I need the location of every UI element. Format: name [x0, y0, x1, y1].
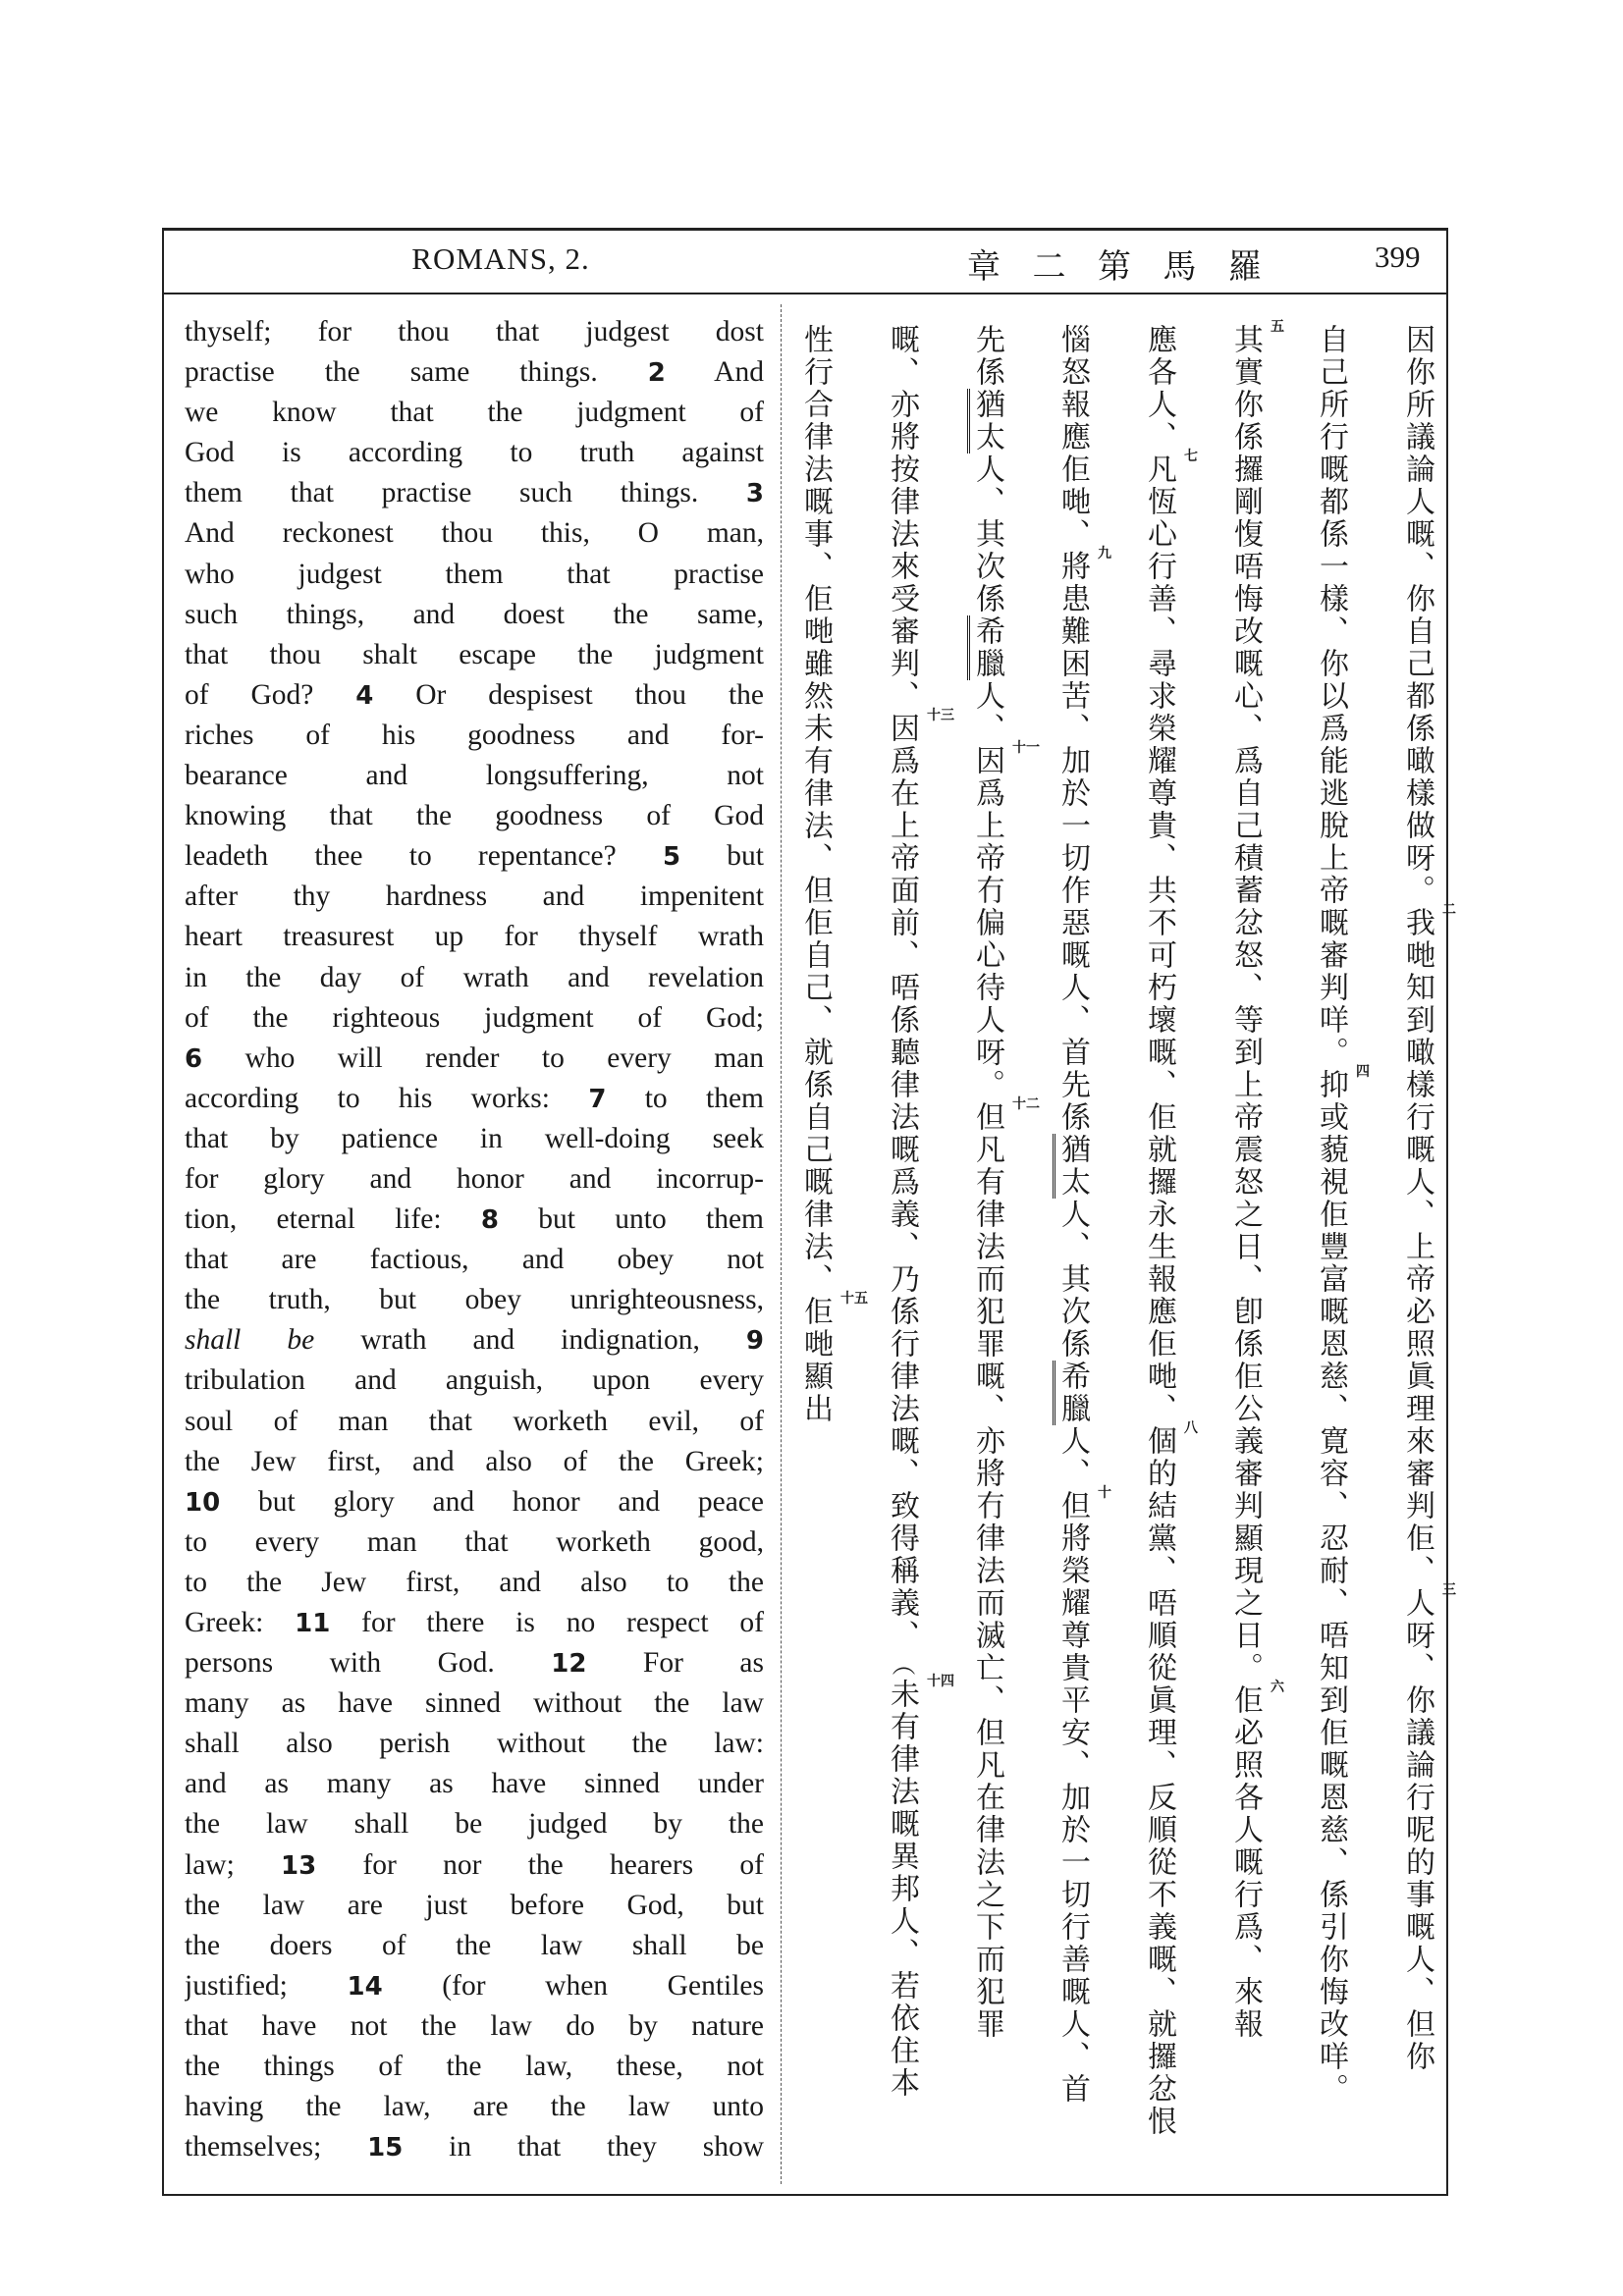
verse-number-marker: 十	[1098, 1485, 1111, 1501]
text-segment: after thy hardness and impenitent	[185, 881, 764, 913]
column-divider	[781, 304, 782, 2184]
verse-number-marker: 十二	[1012, 1096, 1040, 1112]
verse-number-marker: 十三	[927, 708, 954, 723]
text-segment: the law are just before God, but	[185, 1889, 764, 1921]
text-segment: the law shall be judged by the	[185, 1808, 764, 1841]
english-text-line	[185, 555, 764, 595]
english-text-line	[185, 1159, 764, 1200]
text-segment: Or despisest thou the	[373, 678, 764, 711]
english-text-line	[185, 473, 764, 513]
text-segment: but	[680, 840, 764, 873]
italic-text: shall be	[185, 1324, 315, 1357]
english-text-line	[185, 1119, 764, 1159]
english-text-line	[185, 675, 764, 716]
text-segment: according to his works:	[185, 1082, 589, 1114]
verse-number: 10	[185, 1487, 221, 1518]
english-text-line	[185, 635, 764, 675]
chinese-text-run: 嘅、亦將按律法來受審判、	[885, 324, 919, 713]
text-segment: the Jew first, and also of the Greek;	[185, 1445, 764, 1477]
english-text-line	[185, 1724, 764, 1764]
english-text-line	[185, 1683, 764, 1724]
text-segment: themselves;	[185, 2131, 368, 2163]
chinese-text-run: 凡恆心行善、尋求榮耀尊貴、共不可朽壞嘅、佢就攞永生報應佢哋、	[1142, 454, 1176, 1425]
text-segment: to them	[606, 1082, 764, 1114]
chinese-text-run: 抑或藐視佢豐富嘅恩慈、寛容、忍耐、唔知到佢嘅恩慈、係引你悔改咩。	[1314, 1069, 1348, 2106]
verse-number-marker: 九	[1098, 546, 1111, 561]
text-segment: having the law, are the law unto	[185, 2091, 764, 2123]
running-head-char: 二	[1032, 247, 1066, 287]
verse-number: 13	[281, 1850, 317, 1881]
verse-number: 4	[355, 680, 374, 711]
english-text-column	[185, 312, 764, 2167]
text-segment: tion, eternal life:	[185, 1203, 481, 1236]
english-text-line	[185, 433, 764, 473]
text-segment: For as	[586, 1647, 764, 1680]
text-segment: of God?	[185, 678, 356, 711]
text-segment: that have not the law do by nature	[185, 2009, 764, 2042]
verse-number-marker: 三	[1442, 1582, 1456, 1598]
running-head-char: 第	[1098, 247, 1131, 287]
chinese-text-run: 自己所行嘅都係一樣、你以爲能逃脫上帝嘅審判咩。	[1314, 324, 1348, 1069]
text-segment: leadeth thee to repentance?	[185, 840, 663, 873]
verse-number: 15	[367, 2133, 404, 2163]
verse-number-marker: 六	[1271, 1680, 1284, 1695]
verse-number: 5	[662, 842, 681, 873]
english-text-line	[185, 312, 764, 352]
english-text-line	[185, 513, 764, 554]
english-text-line	[185, 2006, 764, 2047]
verse-number-marker: 十一	[1012, 740, 1040, 756]
chinese-text-run: 因爲上帝冇偏心待人呀。	[970, 745, 1004, 1101]
text-segment: And reckonest thou this, O man,	[185, 517, 764, 550]
text-segment: to the Jew first, and also to the	[185, 1566, 764, 1598]
running-head-english: ROMANS, 2.	[411, 241, 590, 276]
text-segment: soul of man that worketh evil, of	[185, 1405, 764, 1437]
english-text-line	[185, 595, 764, 635]
text-segment: tribulation and anguish, upon every	[185, 1364, 764, 1397]
english-text-line	[185, 1280, 764, 1320]
running-head-char: 馬	[1163, 247, 1197, 287]
proper-name: 猶太	[1053, 1134, 1090, 1199]
verse-number-marker: 十四	[927, 1674, 954, 1689]
text-segment: knowing that the goodness of God	[185, 800, 764, 832]
text-segment: them that practise such things.	[185, 477, 746, 509]
verse-number-marker: 五	[1271, 319, 1284, 335]
text-segment: but unto them	[498, 1203, 764, 1236]
chinese-text-run: 我哋知到噉樣行嘅人、上帝必照眞理來審判佢、	[1400, 907, 1434, 1587]
english-text-line	[185, 917, 764, 957]
chinese-text-run: 佢哋顯出	[798, 1296, 833, 1425]
english-text-line	[185, 393, 764, 433]
text-segment: wrath and indignation,	[314, 1324, 746, 1357]
proper-name: 猶太	[967, 389, 1004, 454]
verse-number-marker: 十五	[840, 1291, 868, 1307]
chinese-vertical-column	[1225, 319, 1284, 2179]
chinese-text-run: 個的結黨、唔順從眞理、反順從不義嘅、就攞忿恨	[1142, 1425, 1176, 2138]
chinese-text-run: 人、	[970, 680, 1004, 745]
text-segment: shall also perish without the law:	[185, 1728, 764, 1760]
english-text-line	[185, 716, 764, 756]
chinese-text-run: 因爲在上帝面前、唔係聽律法嘅爲義、乃係行律法嘅、致得稱義、	[885, 713, 919, 1652]
chinese-text-run: 將患難困苦、加於一切作惡嘅人、首先係	[1055, 551, 1090, 1134]
open-parenthesis: ︵	[888, 1652, 915, 1679]
english-text-line	[185, 1240, 764, 1280]
chinese-vertical-column	[967, 324, 1040, 2179]
running-head-char: 羅	[1228, 247, 1262, 287]
text-segment: (for when Gentiles	[382, 1969, 764, 2002]
english-text-line	[185, 1966, 764, 2006]
text-segment: justified;	[185, 1969, 348, 2002]
chinese-text-run: 未有律法嘅異邦人、若依住本	[885, 1679, 919, 2100]
text-segment: of the righteous judgment of God;	[185, 1001, 764, 1034]
verse-number-marker: 四	[1356, 1064, 1370, 1080]
text-segment: bearance and longsuffering, not	[185, 760, 764, 792]
text-segment: but glory and honor and peace	[220, 1485, 764, 1518]
chinese-text-run: 其實你係攞剛愎唔悔改嘅心、爲自己積蓄忿怒、等到上帝震怒之日、卽係佢公義審判顯現之日。	[1228, 324, 1263, 1684]
verse-number: 14	[347, 1971, 383, 2002]
text-segment: and as many as have sinned under	[185, 1768, 764, 1800]
english-text-line	[185, 1563, 764, 1603]
text-segment: who will render to every man	[202, 1041, 764, 1074]
text-segment: the things of the law, these, not	[185, 2051, 764, 2083]
text-segment: who judgest them that practise	[185, 558, 764, 590]
text-segment: God is according to truth against	[185, 437, 764, 469]
text-segment: And	[665, 356, 764, 389]
verse-number: 11	[295, 1609, 331, 1638]
proper-name: 希臘	[967, 615, 1004, 680]
text-segment: practise the same things.	[185, 356, 648, 389]
chinese-text-run: 人、其次係	[1055, 1199, 1090, 1361]
text-segment: law;	[185, 1848, 282, 1881]
english-text-line	[185, 836, 764, 877]
text-segment: for nor the hearers of	[316, 1848, 764, 1881]
text-segment: the truth, but obey unrighteousness,	[185, 1284, 764, 1316]
english-text-line	[185, 1603, 764, 1643]
verse-number: 12	[551, 1649, 587, 1680]
text-segment: for there is no respect of	[330, 1607, 764, 1638]
english-text-line	[185, 1320, 764, 1361]
verse-number: 9	[745, 1326, 764, 1357]
text-segment: that thou shalt escape the judgment	[185, 638, 764, 670]
english-text-line	[185, 1442, 764, 1482]
verse-number: 7	[588, 1084, 607, 1114]
chinese-text-run: 但凡有律法而犯罪嘅、亦將冇律法而滅亡、但凡在律法之下而犯罪	[970, 1101, 1004, 2041]
chinese-vertical-column	[1053, 324, 1111, 2179]
chinese-text-run: 先係	[970, 324, 1004, 389]
page-number: 399	[1375, 240, 1421, 274]
text-segment: riches of his goodness and for-	[185, 719, 764, 751]
chinese-text-run: 性行合律法嘅事、佢哋雖然未有律法、但佢自己、就係自己嘅律法、	[798, 324, 833, 1296]
english-text-line	[185, 1200, 764, 1240]
chinese-vertical-column	[1397, 324, 1456, 2179]
chinese-vertical-column	[795, 324, 868, 2179]
text-segment: heart treasurest up for thyself wrath	[185, 921, 764, 953]
text-segment: many as have sinned without the law	[185, 1687, 764, 1720]
english-text-line	[185, 796, 764, 836]
text-segment: the doers of the law shall be	[185, 1929, 764, 1961]
text-segment: in that they show	[403, 2131, 764, 2163]
english-text-line	[185, 1845, 764, 1886]
chinese-text-run: 人、其次係	[970, 454, 1004, 615]
english-text-line	[185, 1039, 764, 1079]
verse-number: 8	[480, 1205, 499, 1236]
english-text-line	[185, 1643, 764, 1683]
english-text-line	[185, 2087, 764, 2127]
english-text-line	[185, 1522, 764, 1563]
verse-number: 6	[185, 1043, 203, 1074]
chinese-text-run: 人呀、你議論行呢的事嘅人、但你	[1400, 1587, 1434, 2073]
chinese-text-run: 人、	[1055, 1425, 1090, 1490]
chinese-vertical-column	[1139, 324, 1198, 2179]
english-text-line	[185, 352, 764, 393]
chinese-vertical-column	[882, 324, 954, 2179]
english-text-line	[185, 1361, 764, 1401]
chinese-text-run: 佢必照各人嘅行爲、來報	[1228, 1684, 1263, 2041]
chinese-text-run: 應各人、	[1142, 324, 1176, 454]
header-rule	[162, 293, 1448, 294]
english-text-line	[185, 2047, 764, 2087]
english-text-line	[185, 998, 764, 1039]
english-text-line	[185, 1804, 764, 1844]
text-segment: Greek:	[185, 1607, 296, 1638]
english-text-line	[185, 1886, 764, 1926]
chinese-vertical-column	[1311, 324, 1370, 2179]
english-text-line	[185, 1926, 764, 1966]
text-segment: such things, and doest the same,	[185, 598, 764, 630]
text-segment: for glory and honor and incorrup-	[185, 1162, 764, 1195]
verse-number-marker: 八	[1184, 1420, 1198, 1436]
running-head-chinese	[967, 240, 1262, 288]
text-segment: thyself; for thou that judgest dost	[185, 316, 764, 347]
running-head-char: 章	[967, 247, 1001, 287]
english-text-line	[185, 1764, 764, 1804]
chinese-text-run: 但將榮耀尊貴平安、加於一切行善嘅人、首	[1055, 1490, 1090, 2106]
text-segment: we know that the judgment of	[185, 397, 764, 429]
english-text-line	[185, 1079, 764, 1119]
text-segment: that are factious, and obey not	[185, 1244, 764, 1276]
chinese-text-run: 惱怒報應佢哋、	[1055, 324, 1090, 551]
english-text-line	[185, 877, 764, 917]
verse-number-marker: 二	[1442, 902, 1456, 918]
verse-number-marker: 七	[1184, 449, 1198, 464]
chinese-text-run: 因你所議論人嘅、你自己都係噉樣做呀。	[1400, 324, 1434, 907]
text-segment: in the day of wrath and revelation	[185, 961, 764, 993]
english-text-line	[185, 1482, 764, 1522]
english-text-line	[185, 756, 764, 796]
verse-number: 2	[647, 358, 666, 389]
verse-number: 3	[745, 479, 764, 509]
text-segment: that by patience in well-doing seek	[185, 1122, 764, 1154]
english-text-line	[185, 2127, 764, 2167]
proper-name: 希臘	[1053, 1361, 1090, 1425]
english-text-line	[185, 958, 764, 998]
text-segment: persons with God.	[185, 1647, 552, 1680]
text-segment: to every man that worketh good,	[185, 1525, 764, 1558]
english-text-line	[185, 1402, 764, 1442]
